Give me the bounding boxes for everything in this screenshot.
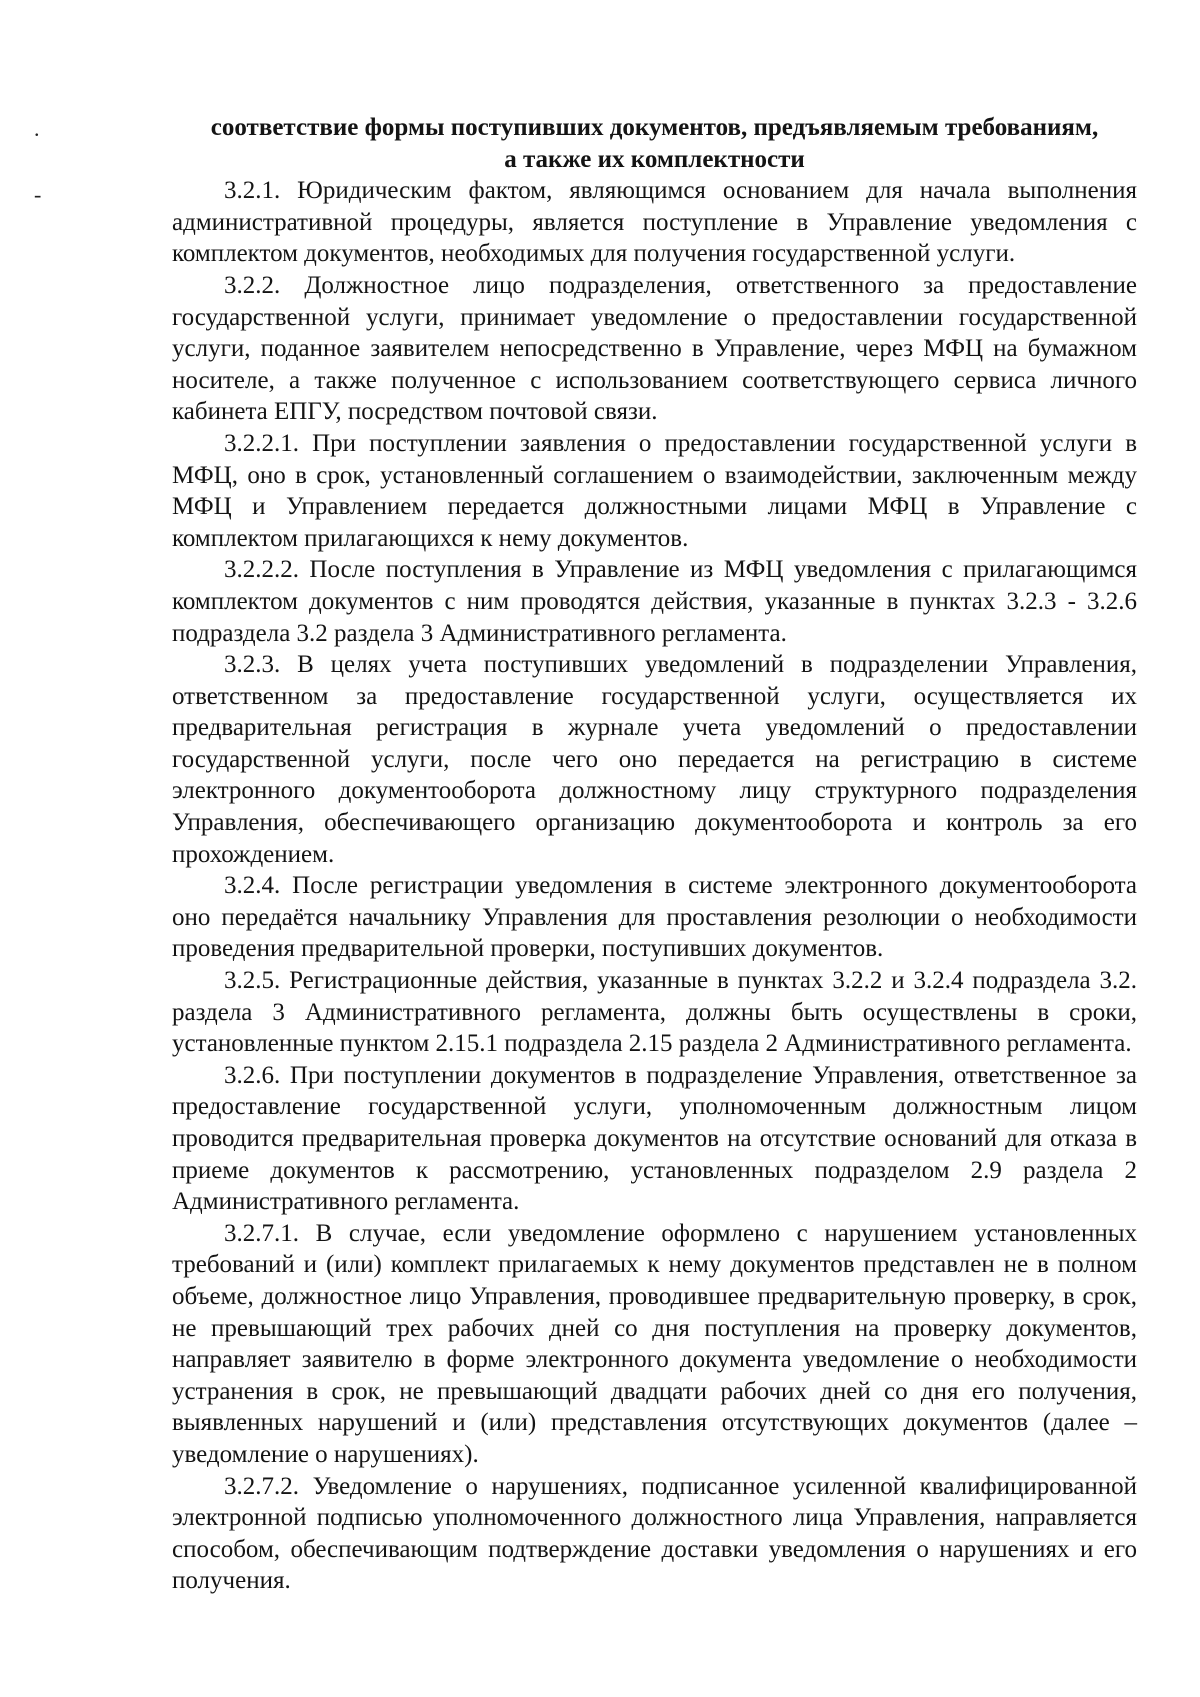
margin-mark-dot: . xyxy=(34,116,40,141)
section-heading-line-2: а также их комплектности xyxy=(504,145,805,173)
document-body xyxy=(172,112,1137,1597)
section-heading-line-1: соответствие формы поступивших документов, предъявляемым требованиям, xyxy=(210,114,1099,141)
paragraph-3-2-2: 3.2.2. Должностное лицо подразделения, ответственного за предоставление государственной услуги, принимает уведомление о предоставлении государственной услуги, поданное заявителем непосредственно в Управление, через МФЦ на бумажном носителе, а также полученное с использованием соответствующего сервиса личного кабинета ЕПГУ, посредством почтовой связи. xyxy=(172,271,1137,426)
paragraph-3-2-7-2: 3.2.7.2. Уведомление о нарушениях, подписанное усиленной квалифицированной электронной подписью уполномоченного должностного лица Управления, направляется способом, обеспечивающим подтверждение доставки уведомления о нарушениях и его получения. xyxy=(172,1472,1137,1595)
paragraph-3-2-6: 3.2.6. При поступлении документов в подразделение Управления, ответственное за предоставление государственной услуги, уполномоченным должностным лицом проводится предварительная проверка документов на отсутствие оснований для отказа в приеме документов к рассмотрению, установленных подразделом 2.9 раздела 2 Административного регламента. xyxy=(172,1061,1137,1216)
paragraph-3-2-1: 3.2.1. Юридическим фактом, являющимся основанием для начала выполнения административной процедуры, является поступление в Управление уведомления с комплектом документов, необходимых для получения государственной услуги. xyxy=(172,177,1137,268)
paragraph-3-2-7-1: 3.2.7.1. В случае, если уведомление оформлено с нарушением установленных требований и (или) комплект прилагаемых к нему документов представлен не в полном объеме, должностное лицо Управления, проводившее предварительную проверку, в срок, не превышающий трех рабочих дней со дня поступления на проверку документов, направляет заявителю в форме электронного документа уведомление о необходимости устранения в срок, не превышающий двадцати рабочих дней со дня его получения, выявленных нарушений и (или) представления отсутствующих документов (далее – уведомление о нарушениях). xyxy=(172,1219,1137,1468)
paragraph-3-2-3: 3.2.3. В целях учета поступивших уведомлений в подразделении Управления, ответственном за предоставление государственной услуги, осуществляется их предварительная регистрация в журнале учета уведомлений о предоставлении государственной услуги, после чего оно передается на регистрацию в системе электронного документооборота должностному лицу структурного подразделения Управления, обеспечивающего организацию документооборота и контроль за его прохождением. xyxy=(172,651,1137,868)
paragraph-3-2-2-1: 3.2.2.1. При поступлении заявления о предоставлении государственной услуги в МФЦ, оно в срок, установленный соглашением о взаимодействии, заключенным между МФЦ и Управлением передается должностными лицами МФЦ в Управление с комплектом прилагающихся к нему документов. xyxy=(172,429,1137,552)
section-heading xyxy=(172,112,1137,175)
paragraph-3-2-2-2: 3.2.2.2. После поступления в Управление из МФЦ уведомления с прилагающимся комплектом документов с ним проводятся действия, указанные в пунктах 3.2.3 - 3.2.6 подраздела 3.2 раздела 3 Административного регламента. xyxy=(172,556,1137,647)
margin-mark-dash: - xyxy=(34,182,42,207)
paragraph-3-2-4: 3.2.4. После регистрации уведомления в системе электронного документооборота оно передаётся начальнику Управления для проставления резолюции о необходимости проведения предварительной проверки, поступивших документов. xyxy=(172,872,1137,963)
paragraph-3-2-5: 3.2.5. Регистрационные действия, указанные в пунктах 3.2.2 и 3.2.4 подраздела 3.2. раздела 3 Административного регламента, должны быть осуществлены в сроки, установленные пунктом 2.15.1 подраздела 2.15 раздела 2 Административного регламента. xyxy=(172,967,1137,1058)
